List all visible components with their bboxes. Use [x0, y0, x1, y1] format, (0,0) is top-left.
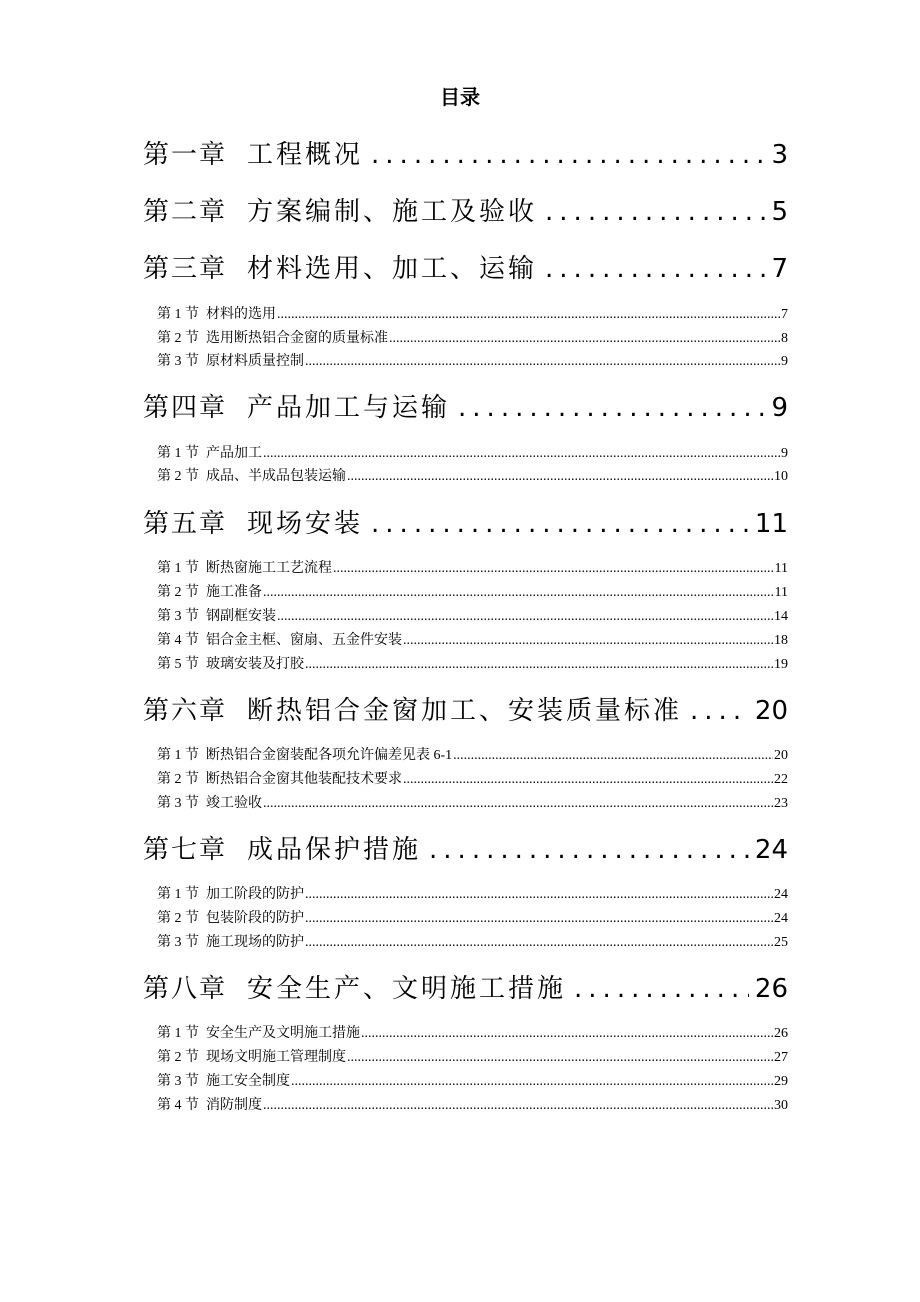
chapter-page-number: 7 [771, 254, 788, 284]
chapter-title: 成品保护措施 [247, 835, 422, 865]
chapter-page-number: 24 [754, 835, 788, 865]
section-number: 第 4 节 [157, 1098, 199, 1113]
chapter-title: 产品加工与运输 [247, 393, 451, 423]
chapter-title: 现场安装 [247, 509, 364, 539]
section-title: 产品加工 [206, 446, 262, 461]
dot-leader [545, 195, 765, 229]
section-number: 第 2 节 [157, 331, 199, 346]
section-number: 第 3 节 [157, 1074, 199, 1089]
toc-section-7-3[interactable] [157, 933, 788, 953]
toc-section-5-2[interactable] [157, 583, 788, 603]
dot-leader [305, 909, 773, 929]
section-page-number: 24 [774, 911, 788, 926]
section-number: 第 2 节 [157, 772, 199, 787]
chapter-page-number: 9 [771, 393, 788, 423]
toc-section-8-2[interactable] [157, 1048, 788, 1068]
section-number: 第 1 节 [157, 887, 199, 902]
section-title: 消防制度 [206, 1098, 262, 1113]
section-title: 包装阶段的防护 [206, 911, 304, 926]
chapter-number: 第五章 [143, 509, 228, 539]
chapter-number: 第三章 [143, 254, 228, 284]
chapter-page-number: 3 [771, 140, 788, 170]
dot-leader [403, 631, 773, 651]
section-title: 断热窗施工工艺流程 [206, 561, 332, 576]
section-title: 现场文明施工管理制度 [206, 1050, 346, 1065]
toc-section-7-2[interactable] [157, 909, 788, 929]
section-title: 竣工验收 [206, 796, 262, 811]
dot-leader [371, 138, 765, 172]
dot-leader [263, 794, 773, 814]
toc-section-5-3[interactable] [157, 607, 788, 627]
toc-section-8-1[interactable] [157, 1024, 788, 1044]
dot-leader [361, 1024, 773, 1044]
chapter-title: 断热铝合金窗加工、安装质量标准 [247, 696, 683, 726]
dot-leader [403, 770, 773, 790]
toc-section-5-5[interactable] [157, 655, 788, 675]
toc-chapter-8[interactable] [143, 972, 788, 1006]
section-number: 第 2 节 [157, 1050, 199, 1065]
section-title: 断热铝合金窗装配各项允许偏差见表 6-1 [206, 748, 453, 763]
toc-chapter-5[interactable] [143, 507, 788, 541]
chapter-page-number: 5 [771, 197, 788, 227]
chapter-number: 第六章 [143, 696, 228, 726]
section-number: 第 1 节 [157, 748, 199, 763]
section-number: 第 3 节 [157, 354, 199, 369]
dot-leader [347, 467, 773, 487]
dot-leader [305, 655, 773, 675]
chapter-page-number: 11 [754, 509, 788, 539]
toc-chapter-6[interactable] [143, 694, 788, 728]
dot-leader [263, 1096, 773, 1116]
toc-section-6-3[interactable] [157, 794, 788, 814]
section-page-number: 18 [774, 633, 788, 648]
dot-leader [277, 305, 780, 325]
dot-leader [263, 444, 780, 464]
chapter-page-number: 26 [754, 974, 788, 1004]
dot-leader [347, 1048, 773, 1068]
section-title: 施工现场的防护 [206, 935, 304, 950]
dot-leader [305, 885, 773, 905]
toc-section-3-2[interactable] [157, 329, 788, 349]
section-page-number: 26 [774, 1026, 788, 1041]
toc-section-7-1[interactable] [157, 885, 788, 905]
toc-section-8-4[interactable] [157, 1096, 788, 1116]
section-page-number: 20 [774, 748, 788, 763]
dot-leader [574, 972, 749, 1006]
chapter-title: 工程概况 [247, 140, 364, 170]
section-page-number: 11 [774, 585, 788, 600]
toc-chapter-1[interactable] [143, 138, 788, 172]
chapter-title: 材料选用、加工、运输 [247, 254, 538, 284]
toc-section-4-2[interactable] [157, 467, 788, 487]
toc-chapter-7[interactable] [143, 833, 788, 867]
chapter-page-number: 20 [754, 696, 788, 726]
section-title: 断热铝合金窗其他装配技术要求 [206, 772, 402, 787]
section-page-number: 10 [774, 469, 788, 484]
section-title: 原材料质量控制 [206, 354, 304, 369]
toc-section-6-1[interactable] [157, 746, 788, 766]
toc-chapter-2[interactable] [143, 195, 788, 229]
toc-chapter-3[interactable] [143, 252, 788, 286]
section-number: 第 5 节 [157, 657, 199, 672]
dot-leader [277, 607, 773, 627]
section-number: 第 1 节 [157, 307, 199, 322]
section-page-number: 22 [774, 772, 788, 787]
section-page-number: 29 [774, 1074, 788, 1089]
dot-leader [453, 746, 773, 766]
section-number: 第 3 节 [157, 935, 199, 950]
section-title: 施工准备 [206, 585, 262, 600]
dot-leader [389, 329, 780, 349]
section-number: 第 1 节 [157, 561, 199, 576]
section-number: 第 4 节 [157, 633, 199, 648]
section-page-number: 19 [774, 657, 788, 672]
dot-leader [333, 559, 774, 579]
section-page-number: 9 [781, 354, 788, 369]
section-page-number: 30 [774, 1098, 788, 1113]
section-title: 施工安全制度 [206, 1074, 290, 1089]
section-number: 第 2 节 [157, 469, 199, 484]
toc-chapter-4[interactable] [143, 391, 788, 425]
section-page-number: 8 [781, 331, 788, 346]
section-number: 第 2 节 [157, 585, 199, 600]
dot-leader [458, 391, 765, 425]
dot-leader [263, 583, 774, 603]
toc-section-3-3[interactable] [157, 352, 788, 372]
toc-section-8-3[interactable] [157, 1072, 788, 1092]
chapter-number: 第七章 [143, 835, 228, 865]
toc-section-3-1[interactable] [157, 305, 788, 325]
toc-section-6-2[interactable] [157, 770, 788, 790]
section-title: 钢副框安装 [206, 609, 276, 624]
section-number: 第 3 节 [157, 609, 199, 624]
section-page-number: 23 [774, 796, 788, 811]
dot-leader [690, 694, 749, 728]
section-page-number: 9 [781, 446, 788, 461]
section-title: 玻璃安装及打胶 [206, 657, 304, 672]
section-page-number: 14 [774, 609, 788, 624]
section-page-number: 25 [774, 935, 788, 950]
toc-section-5-4[interactable] [157, 631, 788, 651]
dot-leader [371, 507, 749, 541]
dot-leader [429, 833, 749, 867]
section-page-number: 24 [774, 887, 788, 902]
chapter-number: 第四章 [143, 393, 228, 423]
chapter-title: 方案编制、施工及验收 [247, 197, 538, 227]
section-title: 铝合金主框、窗扇、五金件安装 [206, 633, 402, 648]
chapter-number: 第一章 [143, 140, 228, 170]
dot-leader [291, 1072, 773, 1092]
dot-leader [305, 352, 780, 372]
section-number: 第 1 节 [157, 1026, 199, 1041]
section-title: 材料的选用 [206, 307, 276, 322]
section-number: 第 2 节 [157, 911, 199, 926]
section-page-number: 7 [781, 307, 788, 322]
dot-leader [545, 252, 765, 286]
section-number: 第 3 节 [157, 796, 199, 811]
chapter-number: 第八章 [143, 974, 228, 1004]
section-title: 安全生产及文明施工措施 [206, 1026, 360, 1041]
chapter-title: 安全生产、文明施工措施 [247, 974, 567, 1004]
section-number: 第 1 节 [157, 446, 199, 461]
section-title: 成品、半成品包装运输 [206, 469, 346, 484]
dot-leader [305, 933, 773, 953]
section-page-number: 27 [774, 1050, 788, 1065]
toc-section-4-1[interactable] [157, 444, 788, 464]
section-title: 加工阶段的防护 [206, 887, 304, 902]
section-page-number: 11 [774, 561, 788, 576]
section-title: 选用断热铝合金窗的质量标准 [206, 331, 388, 346]
toc-section-5-1[interactable] [157, 559, 788, 579]
chapter-number: 第二章 [143, 197, 228, 227]
toc-title: 目录 [440, 85, 480, 109]
